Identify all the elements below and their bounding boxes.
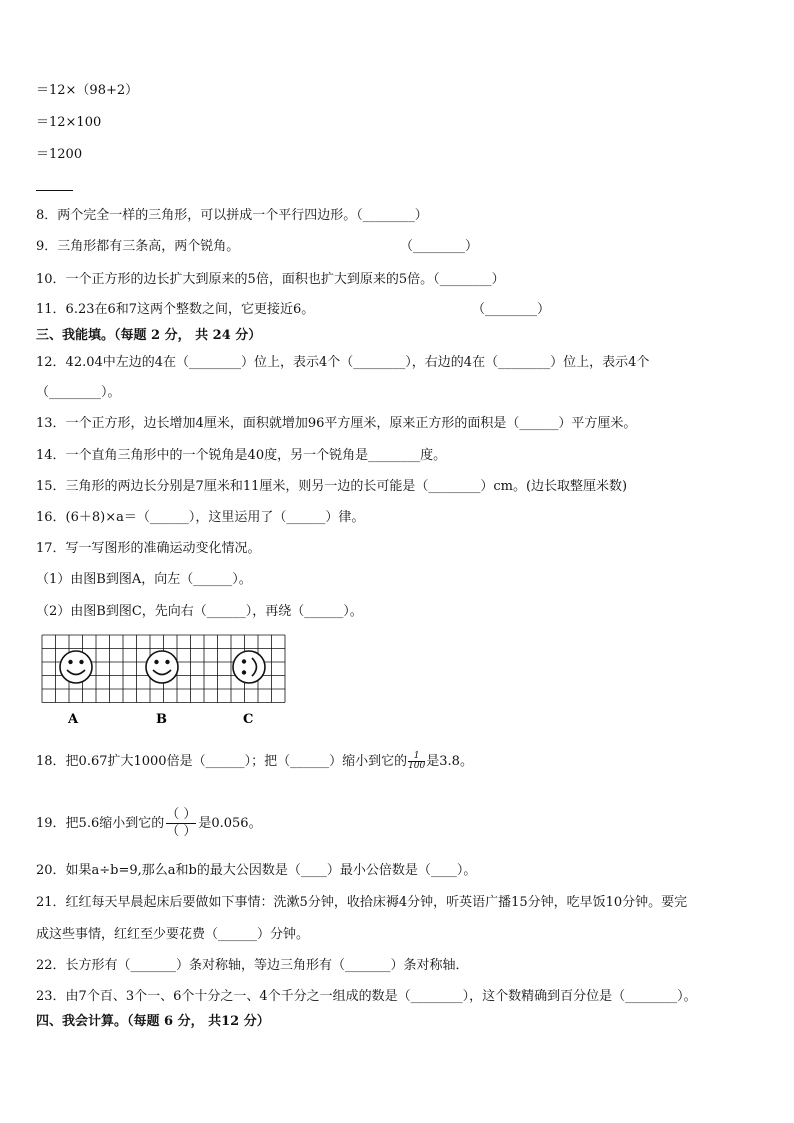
fraction-blank-numerator: （ ） — [166, 807, 197, 822]
question-22: 22．长方形有（_______）条对称轴，等边三角形有（_______）条对称轴． — [36, 958, 469, 973]
question-13: 13．一个正方形，边长增加4厘米，面积就增加96平方厘米，原来正方形的面积是（______）平方厘米。 — [36, 416, 637, 431]
figure-label-a: A — [68, 712, 79, 727]
fraction-denominator: 100 — [408, 761, 426, 771]
question-14: 14．一个直角三角形中的一个锐角是40度，另一个锐角是________度。 — [36, 448, 447, 463]
question-12-line-1: 12．42.04中左边的4在（________）位上，表示4个（________），右边的4在（________）位上，表示4个 — [36, 355, 650, 370]
question-11: 11．6.23在6和7这两个整数之间，它更接近6。 — [36, 302, 315, 317]
question-19-text-after: 是0.056。 — [198, 816, 262, 831]
question-16: 16．(6＋8)×a＝（______），这里运用了（______）律。 — [36, 510, 365, 525]
question-18 — [36, 752, 473, 771]
answer-rule — [36, 190, 73, 191]
question-10: 10．一个正方形的边长扩大到原来的5倍，面积也扩大到原来的5倍。（________） — [36, 272, 505, 287]
question-9: 9．三角形都有三条高，两个锐角。 — [36, 239, 240, 254]
question-17: 17．写一写图形的准确运动变化情况。 — [36, 541, 261, 556]
calc-line-3: ＝1200 — [36, 147, 83, 162]
question-19-text-before: 19．把5.6缩小到它的 — [36, 816, 165, 831]
smiley-b-icon — [146, 651, 178, 683]
question-23: 23．由7个百、3个一、6个十分之一、4个千分之一组成的数是（________），这个数精确到百分位是（________）。 — [36, 989, 697, 1004]
question-15: 15．三角形的两边长分别是7厘米和11厘米，则另一边的长可能是（________）cm。(边长取整厘米数) — [36, 479, 628, 494]
section-4-heading: 四、我会计算。（每题 6 分， 共12 分） — [36, 1014, 270, 1029]
question-17-part-2: （2）由图B到图C，先向右（______），再绕（______）。 — [36, 604, 363, 619]
question-12-line-2: （________）。 — [36, 385, 121, 400]
question-8: 8．两个完全一样的三角形，可以拼成一个平行四边形。（________） — [36, 208, 428, 223]
smiley-a-icon — [60, 651, 92, 683]
question-17-part-1: （1）由图B到图A，向左（______）。 — [36, 572, 252, 587]
fraction-blank[interactable] — [166, 807, 196, 840]
fraction-numerator: 1 — [413, 751, 420, 761]
calc-line-2: ＝12×100 — [36, 115, 102, 130]
question-20: 20．如果a÷b=9,那么a和b的最大公因数是（____）最小公倍数是（____）。 — [36, 863, 477, 878]
question-18-text-after: 是3.8。 — [426, 754, 473, 769]
fraction-one-hundredth — [408, 752, 425, 771]
section-3-heading: 三、我能填。（每题 2 分， 共 24 分） — [36, 328, 262, 343]
grid-figure — [40, 633, 290, 733]
fraction-blank-denominator: （ ） — [166, 824, 197, 839]
smiley-c-rotated-icon — [233, 651, 265, 683]
question-18-text-before: 18．把0.67扩大1000倍是（______）；把（______）缩小到它的 — [36, 754, 408, 769]
figure-label-c: C — [243, 712, 254, 727]
question-9-blank[interactable]: （________） — [400, 239, 479, 254]
calc-line-1: ＝12×（98+2） — [36, 83, 139, 98]
question-11-blank[interactable]: （________） — [472, 302, 551, 317]
question-21-line-2: 成这些事情，红红至少要花费（______）分钟。 — [36, 927, 310, 942]
question-19 — [36, 802, 262, 846]
question-21-line-1: 21．红红每天早晨起床后要做如下事情：洗漱5分钟，收拾床褥4分钟，听英语广播15分钟，吃早饭10分钟。要完 — [36, 895, 688, 910]
figure-label-b: B — [156, 712, 167, 727]
